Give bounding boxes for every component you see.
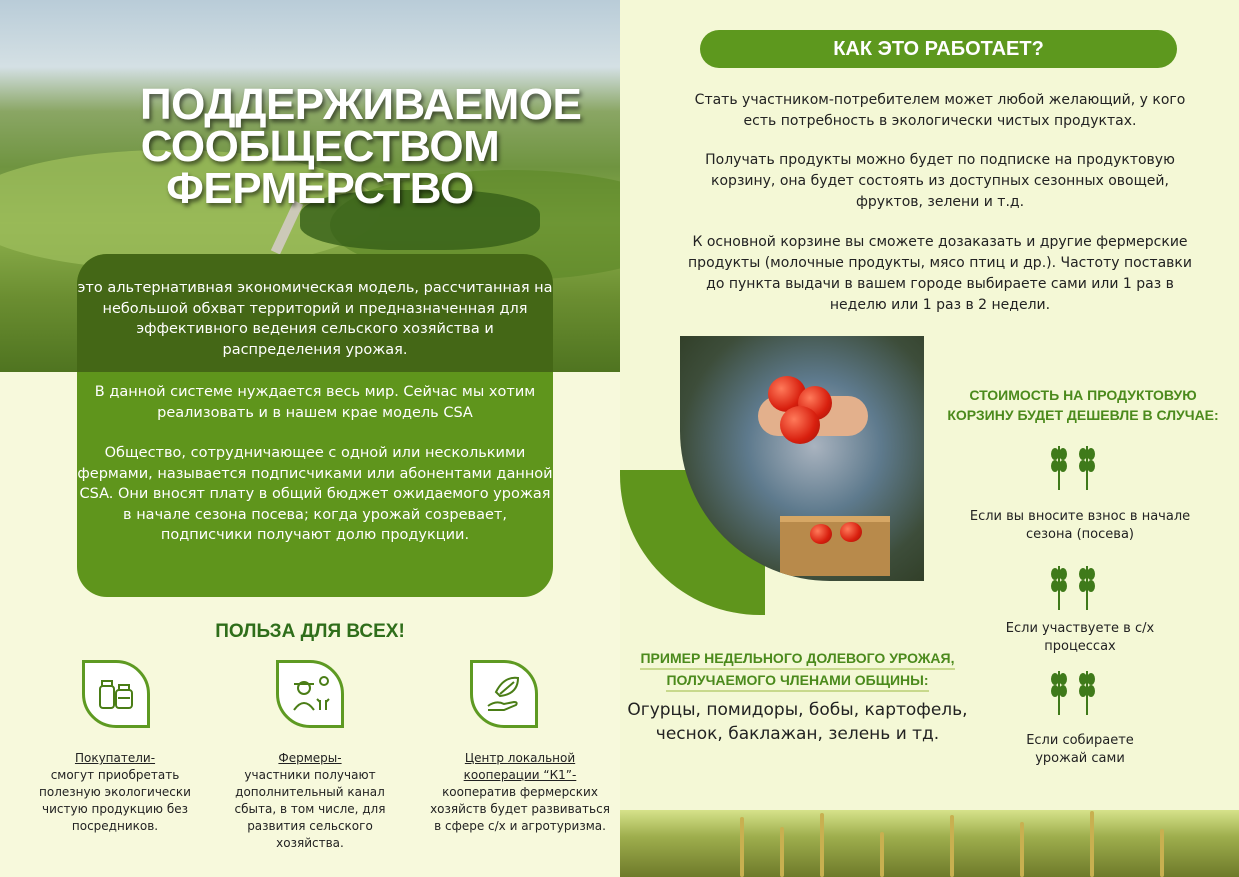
title-line-2: СООБЩЕСТВОМ: [140, 122, 500, 171]
harvest-example-heading-line-2: ПОЛУЧАЕМОГО ЧЛЕНАМИ ОБЩИНЫ:: [666, 670, 928, 692]
how-paragraph-2: Получать продукты можно будет по подписке на продуктовую корзину, она будет состоять из доступных сезонных овощей, фруктов, зелени и т.д.: [705, 152, 1175, 210]
cost-item-2: Если участвуете в с/х процессах: [1005, 621, 1155, 654]
page-title: [140, 80, 582, 213]
wheat-icon: [1045, 665, 1105, 717]
harvest-example-heading: [620, 648, 975, 692]
cost-item-3: Если собираете урожай сами: [1026, 733, 1134, 766]
farmer-icon: [276, 660, 344, 728]
benefit-farmers: [225, 750, 395, 852]
benefit-buyers-text: смогут приобретать полезную экологически чистую продукцию без посредников.: [39, 768, 191, 833]
benefit-cooperative-head: Центр локальной кооперации “К1”-: [463, 751, 577, 782]
wheat-icon: [1045, 440, 1105, 492]
benefit-heading: ПОЛЬЗА ДЛЯ ВСЕХ!: [215, 621, 405, 642]
harvest-example-heading-line-1: ПРИМЕР НЕДЕЛЬНОГО ДОЛЕВОГО УРОЖАЯ,: [640, 648, 954, 670]
title-line-1: ПОДДЕРЖИВАЕМОЕ: [140, 80, 582, 129]
benefit-cooperative: [425, 750, 615, 835]
wheat-icon: [1045, 560, 1105, 612]
title-line-3: ФЕРМЕРСТВО: [166, 164, 474, 213]
jars-icon: [82, 660, 150, 728]
description-paragraph-3: Общество, сотрудничающее с одной или несколькими фермами, называется подписчиками или абонентами данной CSA. Они вносят плату в общий бюджет ожидаемого урожая в начале сезона посева; когда урожай созревает, подписчики получают долю продукции.: [77, 445, 553, 543]
right-panel: [620, 0, 1239, 877]
benefit-farmers-head: Фермеры-: [278, 751, 342, 765]
how-it-works-heading: КАК ЭТО РАБОТАЕТ?: [700, 30, 1177, 68]
harvest-example-text: Огурцы, помидоры, бобы, картофель, чеснок, баклажан, зелень и тд.: [627, 700, 968, 744]
leaf-hand-icon: [470, 660, 538, 728]
description-paragraph-2: В данной системе нуждается весь мир. Сейчас мы хотим реализовать и в нашем крае модель CSA: [94, 384, 536, 421]
benefit-buyers-head: Покупатели-: [74, 751, 156, 765]
wheat-field-photo: [620, 810, 1239, 877]
description-paragraph-1: это альтернативная экономическая модель, рассчитанная на небольшой обхват территорий и предназначенная для эффективного ведения сельского хозяйства и распределения урожая.: [77, 280, 553, 358]
how-paragraph-3: К основной корзине вы сможете дозаказать и другие фермерские продукты (молочные продукты, мясо птиц и др.). Частоту поставки до пункта выдачи в вашем городе выбираете сами или 1 раз в неделю или 1 раз в 2 недели.: [688, 234, 1192, 313]
benefit-farmers-text: участники получают дополнительный канал сбыта, в том числе, для развития сельского хозяйства.: [234, 768, 386, 850]
benefit-buyers: [30, 750, 200, 835]
how-paragraph-1: Стать участником-потребителем может любой желающий, у кого есть потребность в экологически чистых продуктах.: [694, 92, 1186, 129]
csa-description-card: [77, 254, 553, 597]
benefit-cooperative-text: кооператив фермерских хозяйств будет развиваться в сфере с/х и агротуризма.: [430, 785, 610, 833]
cost-item-1: Если вы вносите взнос в начале сезона (посева): [969, 509, 1191, 542]
cost-heading: СТОИМОСТЬ НА ПРОДУКТОВУЮ КОРЗИНУ БУДЕТ ДЕШЕВЛЕ В СЛУЧАЕ:: [947, 387, 1219, 423]
